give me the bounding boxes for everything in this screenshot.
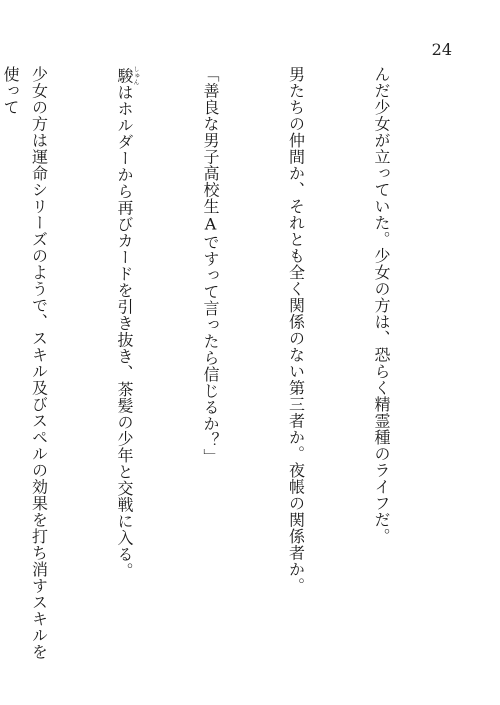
ruby-annotation: [115, 66, 139, 86]
ruby-reading: しゅん: [132, 66, 139, 86]
text-line-rest: はホルダーから再びカードを引き抜き、茶髪の少年と交戦に入る。: [115, 84, 134, 579]
text-line: 少女の方は運命シリーズのようで、スキル及びスペルの効果を打ち消すスキルを使って: [1, 66, 49, 660]
text-line: んだ少女が立っていた。少女の方は、恐らく精霊種のライフだ。: [372, 66, 391, 545]
text-line: [110, 66, 139, 676]
ruby-base: 駿: [115, 66, 134, 86]
body-text: [1, 66, 452, 676]
text-line: 「善良な男子高校生Aですって言ったら信じるか？」: [201, 66, 220, 465]
text-line: 男たちの仲間か、それとも全く関係のない第三者か。夜帳の関係者か。: [286, 66, 306, 594]
page-number: 24: [431, 40, 452, 59]
